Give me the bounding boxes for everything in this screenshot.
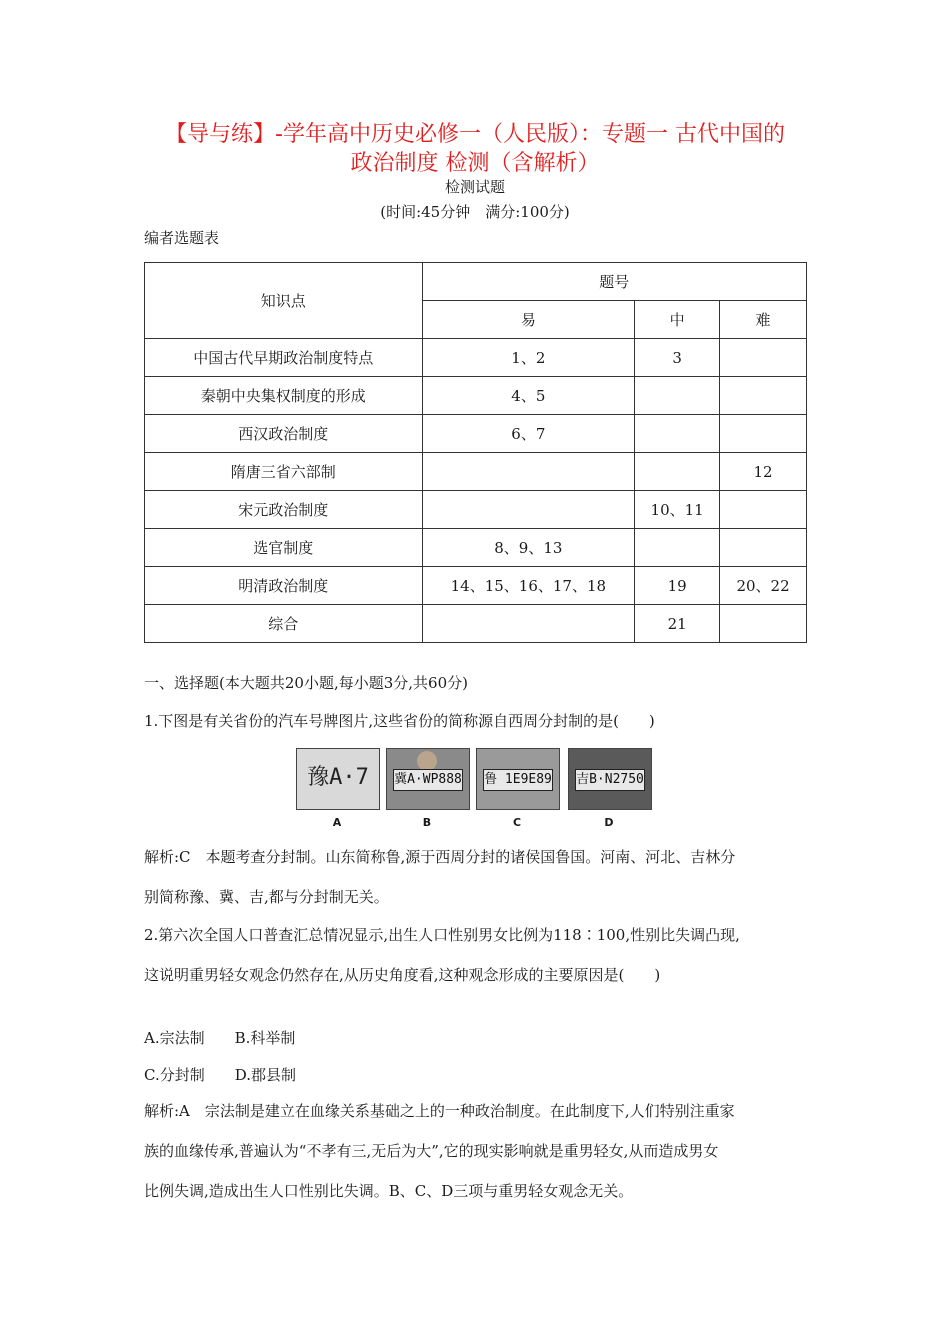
row-hard (720, 377, 807, 415)
license-plate-images (296, 748, 656, 832)
row-easy: 14、15、16、17、18 (422, 567, 635, 605)
title-line-2: 政治制度 检测（含解析） (350, 151, 600, 176)
row-topic: 西汉政治制度 (145, 415, 423, 453)
table-row (145, 453, 807, 491)
plate-text-d: 吉B·N2750 (575, 769, 645, 791)
row-hard: 12 (720, 453, 807, 491)
row-topic: 综合 (145, 605, 423, 643)
question-selection-table (144, 262, 807, 643)
plate-image-a (296, 748, 380, 810)
row-topic: 隋唐三省六部制 (145, 453, 423, 491)
table-caption: 编者选题表 (144, 229, 220, 247)
row-medium (635, 377, 720, 415)
header-hard: 难 (720, 301, 807, 339)
table-row (145, 567, 807, 605)
plate-image-c (476, 748, 560, 810)
question-2-analysis-line-2: 族的血缘传承,普遍认为“不孝有三,无后为大”,它的现实影响就是重男轻女,从而造成男女 (144, 1142, 719, 1160)
row-medium (635, 415, 720, 453)
plate-label-c: C (512, 816, 522, 829)
question-1-analysis-line-2: 别简称豫、冀、吉,都与分封制无关。 (144, 888, 389, 906)
row-topic: 明清政治制度 (145, 567, 423, 605)
header-medium: 中 (635, 301, 720, 339)
row-medium (635, 529, 720, 567)
row-easy: 6、7 (422, 415, 635, 453)
plate-label-b: B (422, 816, 432, 829)
row-topic: 秦朝中央集权制度的形成 (145, 377, 423, 415)
table-row (145, 491, 807, 529)
row-easy: 4、5 (422, 377, 635, 415)
plate-text-b: 冀A·WP888 (393, 769, 463, 791)
row-easy (422, 453, 635, 491)
row-medium: 10、11 (635, 491, 720, 529)
table-row (145, 339, 807, 377)
document-title (120, 120, 830, 178)
header-question-number: 题号 (422, 263, 806, 301)
plate-text-c: 鲁 1E9E89 (483, 769, 553, 791)
row-topic: 中国古代早期政治制度特点 (145, 339, 423, 377)
row-hard: 20、22 (720, 567, 807, 605)
row-hard (720, 605, 807, 643)
time-info: (时间:45分钟 满分:100分) (380, 203, 570, 221)
plate-label-d: D (604, 816, 614, 829)
table-row (145, 377, 807, 415)
header-knowledge: 知识点 (145, 263, 423, 339)
row-easy (422, 491, 635, 529)
question-1-analysis-line-1: 解析:C 本题考查分封制。山东简称鲁,源于西周分封的诸侯国鲁国。河南、河北、吉林分 (144, 848, 736, 866)
question-2-stem-line-1: 2.第六次全国人口普查汇总情况显示,出生人口性别男女比例为118∶100,性别比失调凸现, (144, 926, 740, 944)
question-2-analysis-line-3: 比例失调,造成出生人口性别比失调。B、C、D三项与重男轻女观念无关。 (144, 1182, 634, 1200)
row-medium: 21 (635, 605, 720, 643)
row-medium: 3 (635, 339, 720, 377)
plate-image-d (568, 748, 652, 810)
row-easy (422, 605, 635, 643)
question-2-options-line-1: A.宗法制 B.科举制 (144, 1029, 296, 1047)
title-line-1: 【导与练】-学年高中历史必修一（人民版）：专题一 古代中国的 (165, 122, 785, 147)
row-hard (720, 339, 807, 377)
subtitle: 检测试题 (444, 178, 505, 196)
row-hard (720, 529, 807, 567)
section-heading: 一、选择题(本大题共20小题,每小题3分,共60分) (144, 674, 468, 692)
row-easy: 8、9、13 (422, 529, 635, 567)
row-medium: 19 (635, 567, 720, 605)
row-topic: 选官制度 (145, 529, 423, 567)
header-easy: 易 (422, 301, 635, 339)
question-2-analysis-line-1: 解析:A 宗法制是建立在血缘关系基础之上的一种政治制度。在此制度下,人们特别注重家 (144, 1102, 735, 1120)
plate-image-b (386, 748, 470, 810)
question-2-stem-line-2: 这说明重男轻女观念仍然存在,从历史角度看,这种观念形成的主要原因是( ) (144, 966, 661, 984)
row-easy: 1、2 (422, 339, 635, 377)
row-hard (720, 415, 807, 453)
table-row (145, 605, 807, 643)
person-photo-icon (417, 751, 437, 771)
table-row (145, 529, 807, 567)
row-hard (720, 491, 807, 529)
row-topic: 宋元政治制度 (145, 491, 423, 529)
table-row (145, 415, 807, 453)
plate-text-a: 豫A·7 (307, 765, 369, 790)
row-medium (635, 453, 720, 491)
plate-label-a: A (332, 816, 342, 829)
question-1-stem: 1.下图是有关省份的汽车号牌图片,这些省份的简称源自西周分封制的是( ) (144, 712, 655, 730)
question-2-options-line-2: C.分封制 D.郡县制 (144, 1066, 296, 1084)
